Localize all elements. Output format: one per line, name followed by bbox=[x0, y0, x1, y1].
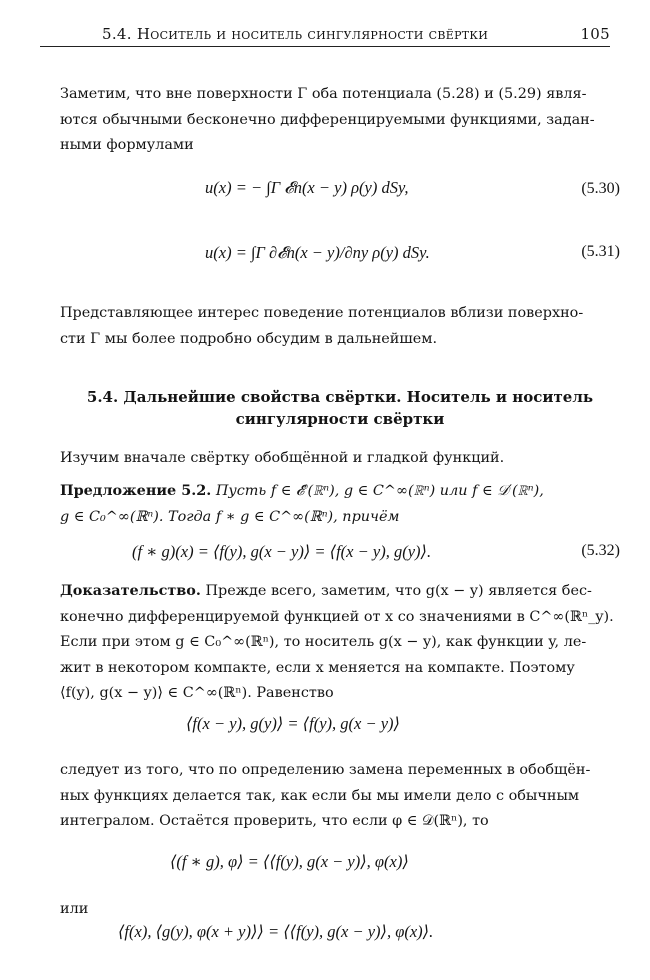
proof-text: Прежде всего, заметим, что g(x − y) является бес- bbox=[205, 583, 592, 599]
paragraph-intro bbox=[60, 82, 620, 159]
proposition-text: Пусть f ∈ 𝓔′(ℝⁿ), g ∈ C^∞(ℝⁿ) или f ∈ 𝒟′(ℝⁿ), bbox=[215, 483, 544, 499]
proof-label: Доказательство. bbox=[60, 582, 201, 599]
running-head-title: 5.4. Носитель и носитель сингулярности свёртки bbox=[102, 25, 489, 43]
page-number: 105 bbox=[580, 25, 610, 43]
paragraph-line: Изучим вначале свёртку обобщённой и гладкой функций. bbox=[60, 450, 505, 466]
paragraph-line: сти Γ мы более подробно обсудим в дальнейшем. bbox=[60, 330, 438, 347]
proposition-5-2 bbox=[60, 478, 620, 530]
paragraph-line: или bbox=[60, 901, 89, 917]
paragraph-line: Заметим, что вне поверхности Γ оба потенциала (5.28) и (5.29) явля- bbox=[60, 86, 587, 102]
proof-line bbox=[60, 578, 620, 605]
paragraph-smooth bbox=[60, 446, 620, 472]
proposition-line: g ∈ C₀^∞(ℝⁿ). Тогда f ∗ g ∈ C^∞(ℝⁿ), причём bbox=[60, 508, 400, 525]
paragraph-potentials bbox=[60, 301, 620, 352]
equation-final: ⟨f(x), ⟨g(y), φ(x + y)⟩⟩ = ⟨⟨f(y), g(x − y)⟩, φ(x)⟩. bbox=[118, 922, 434, 941]
equation-number-5-30: (5.30) bbox=[581, 180, 620, 197]
equation-change-of-variables: ⟨f(x − y), g(y)⟩ = ⟨f(y), g(x − y)⟩ bbox=[186, 714, 400, 733]
equation-check: ⟨(f ∗ g), φ⟩ = ⟨⟨f(y), g(x − y)⟩, φ(x)⟩ bbox=[170, 852, 409, 871]
proposition-line bbox=[60, 478, 620, 505]
section-heading bbox=[60, 386, 620, 430]
proof-line: ⟨f(y), g(x − y)⟩ ∈ C^∞(ℝⁿ). Равенство bbox=[60, 685, 334, 701]
proof-line: конечно дифференцируемой функцией от x со значениями в C^∞(ℝⁿ_y). bbox=[60, 608, 614, 625]
proposition-label: Предложение 5.2. bbox=[60, 482, 212, 499]
paragraph-line: Представляющее интерес поведение потенциалов вблизи поверхно- bbox=[60, 305, 584, 321]
equation-5-30: u(x) = − ∫Γ 𝓔n(x − y) ρ(y) dSy, bbox=[205, 178, 409, 197]
proof-line: жит в некотором компакте, если x меняется на компакте. Поэтому bbox=[60, 659, 575, 676]
section-heading-line: 5.4. Дальнейшие свойства свёртки. Носитель и носитель bbox=[86, 388, 594, 406]
equation-5-32: (f ∗ g)(x) = ⟨f(y), g(x − y)⟩ = ⟨f(x − y), g(y)⟩. bbox=[132, 542, 432, 561]
proof bbox=[60, 578, 620, 707]
proof-line: Если при этом g ∈ C₀^∞(ℝⁿ), то носитель g(x − y), как функции y, ле- bbox=[60, 634, 587, 650]
equation-number-5-31: (5.31) bbox=[581, 243, 620, 260]
word-or bbox=[60, 897, 620, 923]
paragraph-line: ются обычными бесконечно дифференцируемыми функциями, задан- bbox=[60, 111, 595, 128]
section-heading-line: сингулярности свёртки bbox=[235, 410, 445, 428]
paragraph-line: следует из того, что по определению замена переменных в обобщён- bbox=[60, 762, 591, 778]
equation-number-5-32: (5.32) bbox=[581, 542, 620, 559]
equation-5-31: u(x) = ∫Γ ∂𝓔n(x − y)/∂ny ρ(y) dSy. bbox=[205, 243, 430, 262]
paragraph-line: интегралом. Остаётся проверить, что если φ ∈ 𝒟(ℝⁿ), то bbox=[60, 813, 489, 829]
paragraph-line: ных функциях делается так, как если бы мы имели дело с обычным bbox=[60, 787, 580, 804]
paragraph-definition bbox=[60, 758, 620, 835]
paragraph-line: ными формулами bbox=[60, 137, 194, 153]
running-head bbox=[40, 22, 610, 47]
